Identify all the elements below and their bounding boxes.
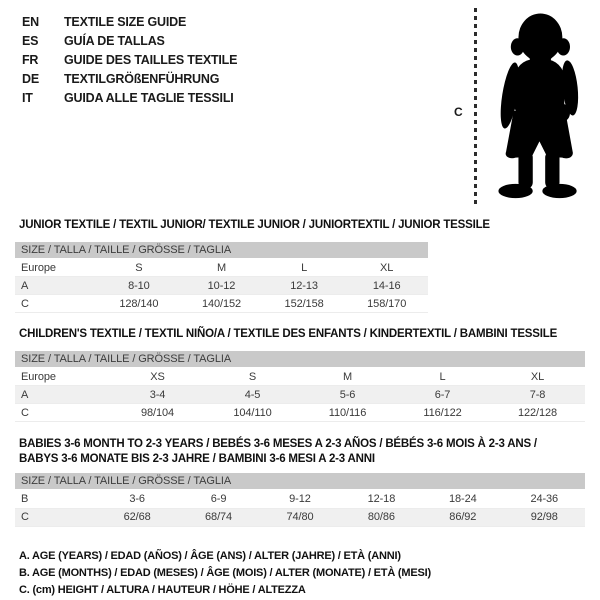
table-row-europe <box>15 259 428 277</box>
junior-size-table <box>15 242 428 314</box>
table-row-europe <box>15 368 585 386</box>
table-row-age <box>15 386 585 404</box>
language-row-de <box>22 69 237 88</box>
size-header-row <box>15 242 428 259</box>
table-row-age-months <box>15 490 585 508</box>
row-label-cell: A <box>15 386 110 404</box>
value-cell: 18-24 <box>422 490 503 508</box>
table-row-height <box>15 508 585 526</box>
row-label-cell: Europe <box>15 368 110 386</box>
value-cell: 158/170 <box>345 295 428 313</box>
language-row-it <box>22 88 237 107</box>
value-cell: L <box>263 259 346 277</box>
language-title: GUIDA ALLE TAGLIE TESSILI <box>64 90 234 105</box>
babies-section-title <box>19 437 587 466</box>
language-code: ES <box>22 33 39 48</box>
value-cell: 86/92 <box>422 508 503 526</box>
value-cell: S <box>205 368 300 386</box>
size-header-row <box>15 351 585 368</box>
children-section-title: CHILDREN'S TEXTILE / TEXTIL NIÑO/A / TEXTILE DES ENFANTS / KINDERTEXTIL / BAMBINI TESSILE <box>19 328 558 340</box>
value-cell: 116/122 <box>395 404 490 422</box>
value-cell: 128/140 <box>98 295 181 313</box>
value-cell: XL <box>490 368 585 386</box>
children-size-table <box>15 351 585 423</box>
size-header-bar: SIZE / TALLA / TAILLE / GRÖSSE / TAGLIA <box>15 351 585 368</box>
value-cell: 6-9 <box>178 490 259 508</box>
value-cell: L <box>395 368 490 386</box>
value-cell: 6-7 <box>395 386 490 404</box>
value-cell: 3-4 <box>110 386 205 404</box>
value-cell: 110/116 <box>300 404 395 422</box>
value-cell: 74/80 <box>259 508 340 526</box>
row-label-cell: C <box>15 404 110 422</box>
row-label-cell: C <box>15 508 96 526</box>
height-measure-figure <box>450 6 595 208</box>
table-row-age <box>15 277 428 295</box>
language-row-fr <box>22 50 237 69</box>
size-tables-area <box>15 212 587 599</box>
value-cell: 104/110 <box>205 404 300 422</box>
value-cell: S <box>98 259 181 277</box>
row-label-cell: Europe <box>15 259 98 277</box>
value-cell: 10-12 <box>180 277 263 295</box>
language-title: TEXTILE SIZE GUIDE <box>64 14 187 29</box>
measure-dashed-line <box>474 8 477 206</box>
value-cell: XL <box>345 259 428 277</box>
value-cell: XS <box>110 368 205 386</box>
value-cell: 98/104 <box>110 404 205 422</box>
legend-age-months: B. AGE (MONTHS) / EDAD (MESES) / ÂGE (MOIS) / ALTER (MONATE) / ETÀ (MESI) <box>19 566 431 579</box>
toddler-silhouette-icon <box>486 8 591 206</box>
value-cell: 80/86 <box>341 508 422 526</box>
language-title: GUÍA DE TALLAS <box>64 33 165 48</box>
value-cell: 140/152 <box>180 295 263 313</box>
language-title: TEXTILGRÖßENFÜHRUNG <box>64 71 220 86</box>
table-row-height <box>15 404 585 422</box>
value-cell: 14-16 <box>345 277 428 295</box>
language-code: DE <box>22 71 39 86</box>
language-code: IT <box>22 90 33 105</box>
value-cell: 24-36 <box>504 490 585 508</box>
value-cell: 152/158 <box>263 295 346 313</box>
value-cell: 122/128 <box>490 404 585 422</box>
value-cell: 7-8 <box>490 386 585 404</box>
value-cell: 8-10 <box>98 277 181 295</box>
value-cell: 9-12 <box>259 490 340 508</box>
value-cell: 4-5 <box>205 386 300 404</box>
language-title-block <box>22 12 237 107</box>
row-label-cell: B <box>15 490 96 508</box>
junior-section-title: JUNIOR TEXTILE / TEXTIL JUNIOR/ TEXTILE JUNIOR / JUNIORTEXTIL / JUNIOR TESSILE <box>19 219 490 231</box>
language-row-en <box>22 12 237 31</box>
value-cell: M <box>180 259 263 277</box>
height-measure-label: C <box>454 105 463 119</box>
value-cell: 12-18 <box>341 490 422 508</box>
legend-height-cm: C. (cm) HEIGHT / ALTURA / HAUTEUR / HÖHE / ALTEZZA <box>19 583 306 596</box>
table-row-height <box>15 295 428 313</box>
value-cell: 62/68 <box>96 508 177 526</box>
language-title: GUIDE DES TAILLES TEXTILE <box>64 52 238 67</box>
row-label-cell: A <box>15 277 98 295</box>
value-cell: 68/74 <box>178 508 259 526</box>
babies-title-line2: BABYS 3-6 MONATE BIS 2-3 JAHRE / BAMBINI 3-6 MESI A 2-3 ANNI <box>19 452 375 465</box>
value-cell: 92/98 <box>504 508 585 526</box>
measurement-legend <box>19 548 587 599</box>
value-cell: 3-6 <box>96 490 177 508</box>
language-row-es <box>22 31 237 50</box>
babies-size-table <box>15 473 585 527</box>
row-label-cell: C <box>15 295 98 313</box>
legend-age-years: A. AGE (YEARS) / EDAD (AÑOS) / ÂGE (ANS) / ALTER (JAHRE) / ETÀ (ANNI) <box>19 549 401 562</box>
language-code: EN <box>22 14 39 29</box>
value-cell: M <box>300 368 395 386</box>
value-cell: 5-6 <box>300 386 395 404</box>
language-code: FR <box>22 52 39 67</box>
size-header-row <box>15 473 585 490</box>
value-cell: 12-13 <box>263 277 346 295</box>
size-header-bar: SIZE / TALLA / TAILLE / GRÖSSE / TAGLIA <box>15 242 428 259</box>
size-header-bar: SIZE / TALLA / TAILLE / GRÖSSE / TAGLIA <box>15 473 585 490</box>
babies-title-line1: BABIES 3-6 MONTH TO 2-3 YEARS / BEBÉS 3-6 MESES A 2-3 AÑOS / BÉBÉS 3-6 MOIS À 2-3 ANS / <box>19 438 537 450</box>
